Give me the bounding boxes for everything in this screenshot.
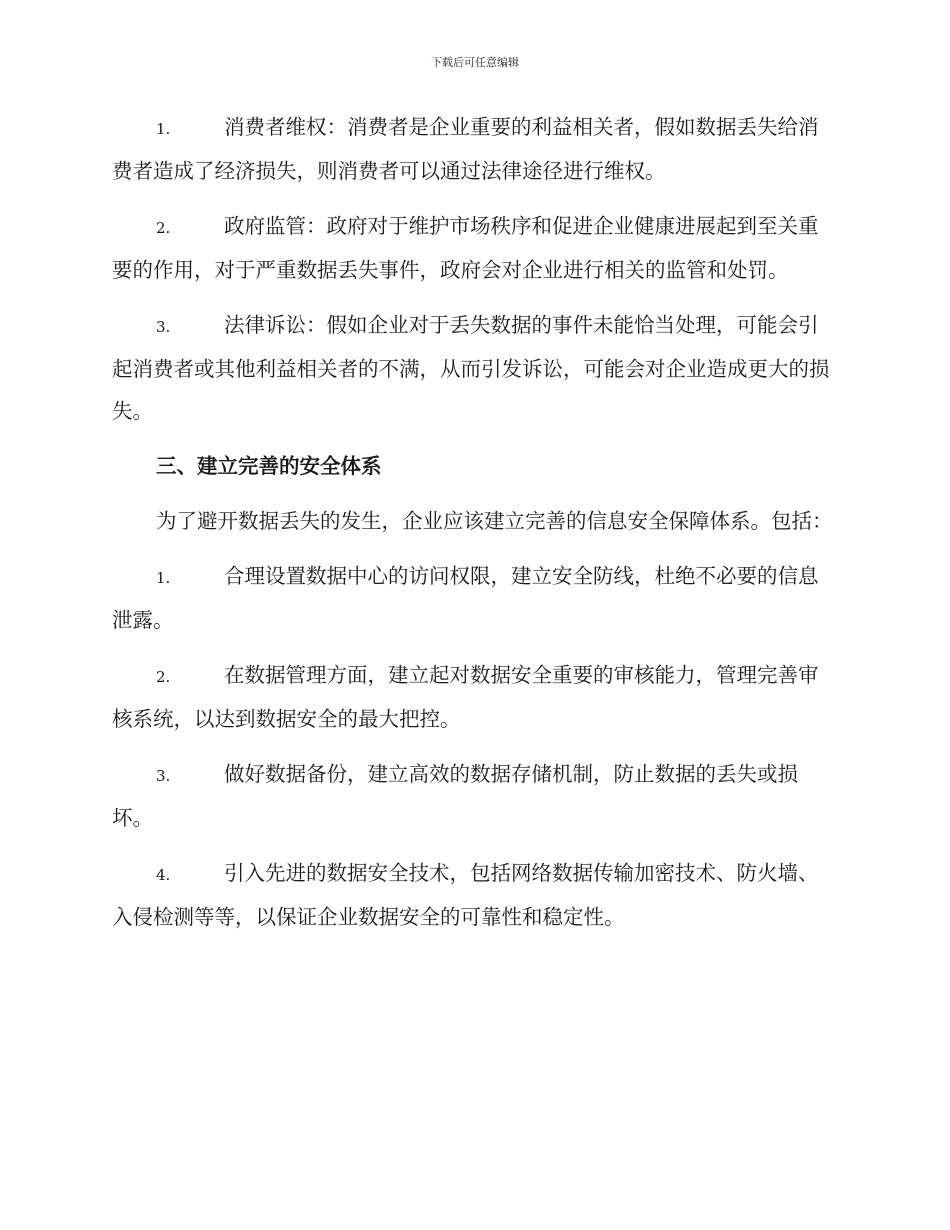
list-number: 1.	[156, 120, 171, 138]
document-body	[112, 106, 834, 938]
section-intro: 为了避开数据丢失的发生，企业应该建立完善的信息安全保障体系。包括：	[156, 509, 833, 533]
list-item-text: 消费者维权：消费者是企业重要的利益相关者，假如数据丢失给消费者造成了经济损失，则消费者可以通过法律途径进行维权。	[112, 115, 819, 183]
list-number: 2.	[156, 219, 171, 237]
list-item-text: 做好数据备份，建立高效的数据存储机制，防止数据的丢失或损坏。	[112, 762, 798, 830]
list-item-text: 法律诉讼：假如企业对于丢失数据的事件未能恰当处理，可能会引起消费者或其他利益相关者的不满，从而引发诉讼，可能会对企业造成更大的损失。	[112, 313, 830, 423]
list-item-text: 合理设置数据中心的访问权限，建立安全防线，杜绝不必要的信息泄露。	[112, 564, 819, 632]
list-item	[112, 654, 834, 740]
page-header-note: 下载后可任意编辑	[431, 56, 519, 69]
list-item	[112, 304, 834, 432]
list-item	[112, 205, 834, 291]
list-number: 4.	[156, 866, 171, 884]
list-number: 3.	[156, 767, 171, 785]
list-number: 1.	[156, 569, 171, 587]
list-item	[112, 106, 834, 192]
list-item-text: 引入先进的数据安全技术，包括网络数据传输加密技术、防火墙、入侵检测等等，以保证企业数据安全的可靠性和稳定性。	[112, 861, 819, 929]
list-item	[112, 852, 834, 938]
list-item	[112, 753, 834, 839]
list-number: 2.	[156, 668, 171, 686]
section-heading: 三、建立完善的安全体系	[156, 454, 382, 478]
list-item	[112, 555, 834, 641]
list-number: 3.	[156, 318, 171, 336]
list-item-text: 在数据管理方面，建立起对数据安全重要的审核能力，管理完善审核系统，以达到数据安全的最大把控。	[112, 663, 819, 731]
list-item-text: 政府监管：政府对于维护市场秩序和促进企业健康进展起到至关重要的作用，对于严重数据丢失事件，政府会对企业进行相关的监管和处罚。	[112, 214, 819, 282]
